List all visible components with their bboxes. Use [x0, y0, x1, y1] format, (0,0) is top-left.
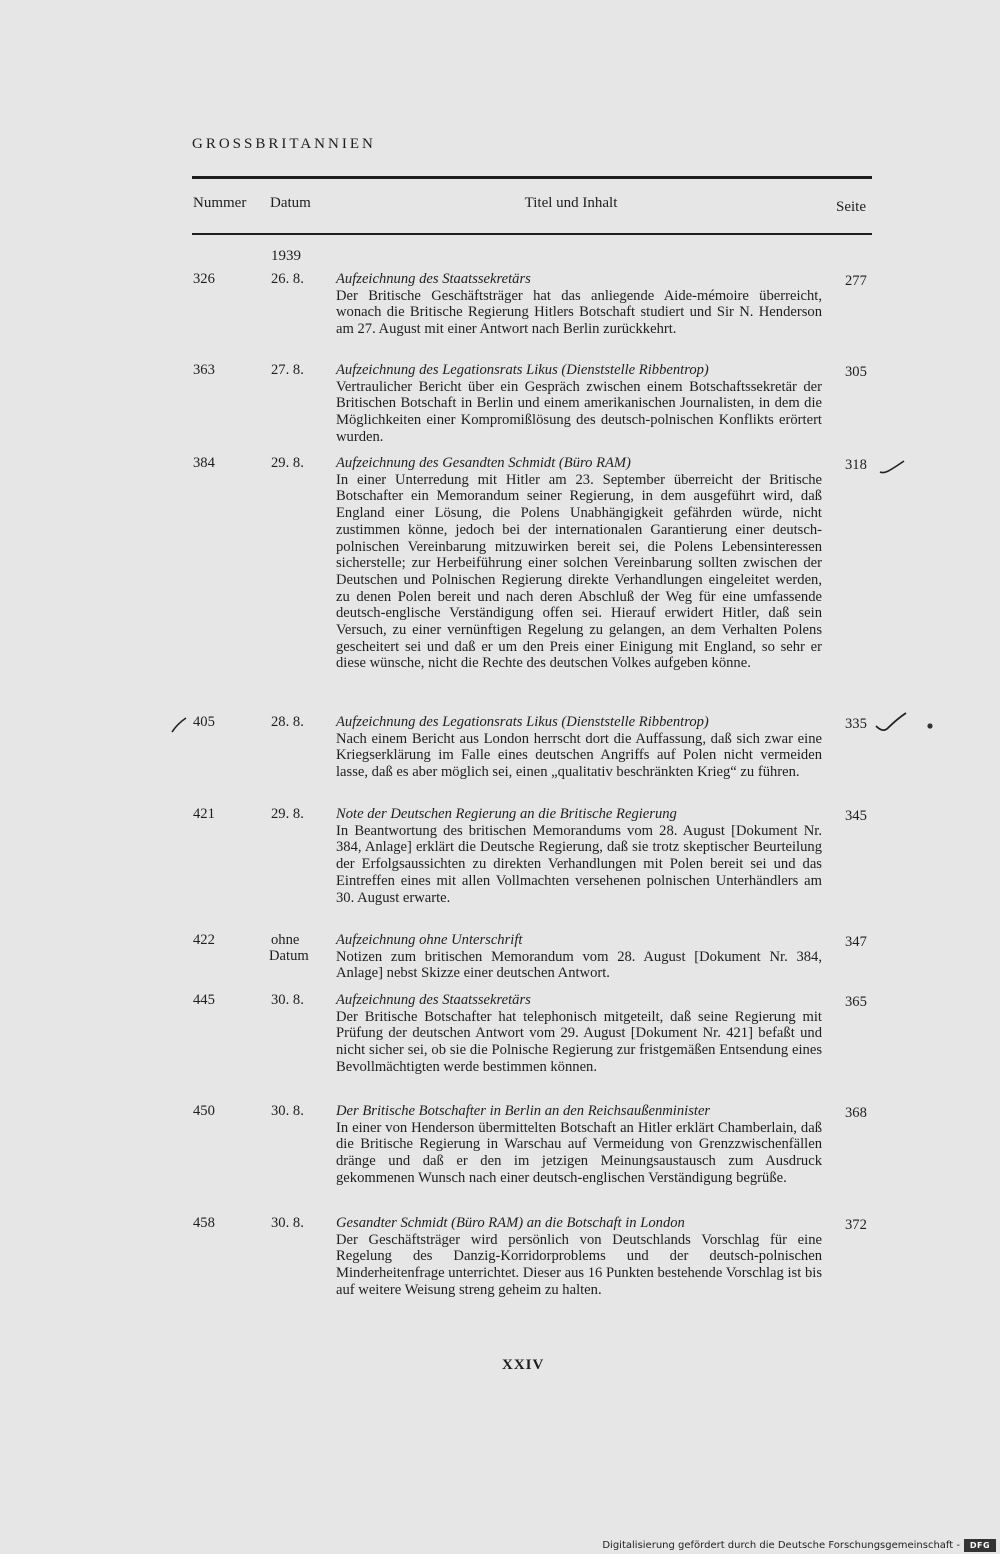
column-header-nummer: Nummer	[193, 195, 247, 211]
entry-number: 384	[193, 455, 215, 471]
entry-body: Vertraulicher Bericht über ein Gespräch zwischen einem Botschaftssekretär der Britischen Botschaft in Berlin und einem amerikanischen Journalisten, in dem die Möglichkeiten einer Kompromißlösung des deutsch-polnischen Konflikts erörtert wurden.	[336, 378, 822, 445]
entry-content	[336, 992, 822, 1076]
entry-content	[336, 362, 822, 446]
entry-content	[336, 455, 822, 672]
entry-title: Aufzeichnung des Staatssekretärs	[336, 271, 531, 287]
entry-content	[336, 932, 822, 982]
entry-body: Notizen zum britischen Memorandum vom 28. August [Dokument Nr. 384, Anlage] nebst Skizze einer deutschen Antwort.	[336, 948, 822, 982]
year-label: 1939	[271, 248, 301, 264]
entry-title: Aufzeichnung des Gesandten Schmidt (Büro RAM)	[336, 455, 631, 471]
entry-page: 318	[845, 457, 867, 473]
entry-title: Note der Deutschen Regierung an die Britische Regierung	[336, 806, 677, 822]
entry-date: 30. 8.	[271, 992, 304, 1008]
entry-date: 30. 8.	[271, 1215, 304, 1231]
entry-number: 422	[193, 932, 215, 948]
entry-content	[336, 714, 822, 781]
entry-date-second-line: Datum	[269, 948, 309, 964]
entry-page: 372	[845, 1217, 867, 1233]
entry-body: In einer von Henderson übermittelten Botschaft an Hitler erklärt Chamberlain, daß die Britische Regierung in Warschau auf Vermeidung von Grenzzwischenfällen dränge und daß er den im jetzigen Meinungsaustausch zum Ausdruck gekommenen Wunsch nach einer deutsch-englischen Verständigung begrüße.	[336, 1119, 822, 1186]
entry-number: 363	[193, 362, 215, 378]
entry-number: 326	[193, 271, 215, 287]
entry-number: 405	[193, 714, 215, 730]
entry-date: 29. 8.	[271, 806, 304, 822]
entry-page: 305	[845, 364, 867, 380]
header-rule-top	[192, 176, 872, 179]
entry-page: 345	[845, 808, 867, 824]
entry-date: 30. 8.	[271, 1103, 304, 1119]
column-header-datum: Datum	[270, 195, 311, 211]
entry-content	[336, 806, 822, 906]
entry-date: 26. 8.	[271, 271, 304, 287]
header-rule-bottom	[192, 233, 872, 235]
entry-title: Gesandter Schmidt (Büro RAM) an die Botschaft in London	[336, 1215, 685, 1231]
entry-title: Der Britische Botschafter in Berlin an den Reichsaußenminister	[336, 1103, 711, 1119]
entry-page: 347	[845, 934, 867, 950]
section-title: GROSSBRITANNIEN	[192, 136, 376, 152]
page-number: XXIV	[502, 1357, 545, 1373]
digitization-footer	[600, 1538, 1000, 1554]
entry-title: Aufzeichnung ohne Unterschrift	[336, 932, 523, 948]
entry-number: 450	[193, 1103, 215, 1119]
entry-page: 365	[845, 994, 867, 1010]
column-header-seite: Seite	[836, 199, 866, 215]
column-header-titel: Titel und Inhalt	[524, 195, 618, 211]
entry-title: Aufzeichnung des Legationsrats Likus (Dienststelle Ribbentrop)	[336, 362, 709, 378]
entry-number: 458	[193, 1215, 215, 1231]
dfg-logo-icon: DFG	[964, 1539, 996, 1552]
entry-content	[336, 271, 822, 338]
entry-body: Der Britische Geschäftsträger hat das anliegende Aide-mémoire überreicht, wonach die Britische Regierung Hitlers Botschaft studiert und Sir N. Henderson am 27. August mit einer Antwort nach Berlin zurückkehrt.	[336, 287, 822, 338]
entry-date: ohne	[271, 932, 300, 948]
entry-page: 368	[845, 1105, 867, 1121]
handwritten-check-mark-icon	[878, 458, 906, 476]
entry-number: 421	[193, 806, 215, 822]
entry-content	[336, 1103, 822, 1187]
entry-body: In einer Unterredung mit Hitler am 23. September überreicht der Britische Botschafter ein Memorandum seiner Regierung, in dem ausgeführt wird, daß England einer Lösung, die Polens Unabhängigkeit gefährden würde, nicht zustimmen könne, jedoch bei der internationalen Garantierung einer deutsch-polnischen Vereinbarung mitzuwirken bereit sei, die Polens Lebensinteressen sicherstelle; zur Herbeiführung einer solchen Vereinbarung sollten zwischen der Deutschen und Polnischen Regierung direkte Verhandlungen eingeleitet werden, zu denen Polen bereit und nach deren Abschluß der Weg für eine umfassende deutsch-englische Verständigung offen sei. Hierauf erwidert Hitler, daß sein Versuch, zu einer vernünftigen Regelung zu gelangen, an dem Verhalten Polens gescheitert sei und daß er um den Preis einer Einigung mit England, so sehr er diese wünsche, nicht die Rechte des deutschen Volkes aufgeben könne.	[336, 471, 822, 672]
handwritten-check-mark-icon	[874, 712, 908, 734]
entry-title: Aufzeichnung des Legationsrats Likus (Dienststelle Ribbentrop)	[336, 714, 709, 730]
footer-text: Digitalisierung gefördert durch die Deutsche Forschungsgemeinschaft -	[602, 1540, 960, 1551]
entry-body: Nach einem Bericht aus London herrscht dort die Auffassung, daß sich zwar eine Kriegserklärung im Falle eines deutschen Angriffs auf Polen nicht vermeiden lasse, daß es aber möglich sei, einen „qualitativ beschränkten Krieg“ zu führen.	[336, 730, 822, 781]
entry-date: 27. 8.	[271, 362, 304, 378]
entry-date: 29. 8.	[271, 455, 304, 471]
entry-title: Aufzeichnung des Staatssekretärs	[336, 992, 531, 1008]
entry-body: Der Britische Botschafter hat telephonisch mitgeteilt, daß seine Regierung mit Prüfung der deutschen Antwort vom 29. August [Dokument Nr. 421] befaßt und nicht sicher sei, ob sie die Polnische Regierung zur fristgemäßen Entsendung eines Bevollmächtigten werde bestimmen können.	[336, 1008, 822, 1075]
handwritten-check-mark-icon	[168, 716, 196, 734]
entry-body: Der Geschäftsträger wird persönlich von Deutschlands Vorschlag für eine Regelung des Danzig-Korridorproblems und der deutsch-polnischen Minderheitenfrage unterrichtet. Dieser aus 16 Punkten bestehende Vorschlag ist bis auf weitere Weisung streng geheim zu halten.	[336, 1231, 822, 1298]
ink-dot-icon	[926, 722, 934, 730]
entry-number: 445	[193, 992, 215, 1008]
entry-body: In Beantwortung des britischen Memorandums vom 28. August [Dokument Nr. 384, Anlage] erklärt die Deutsche Regierung, daß sie trotz skeptischer Beurteilung der Erfolgsaussichten zu direkten Verhandlungen mit Polen bereit sei und das Eintreffen eines mit allen Vollmachten versehenen polnischen Unterhändlers am 30. August erwarte.	[336, 822, 822, 906]
entry-page: 277	[845, 273, 867, 289]
entry-page: 335	[845, 716, 867, 732]
entry-date: 28. 8.	[271, 714, 304, 730]
entry-content	[336, 1215, 822, 1299]
